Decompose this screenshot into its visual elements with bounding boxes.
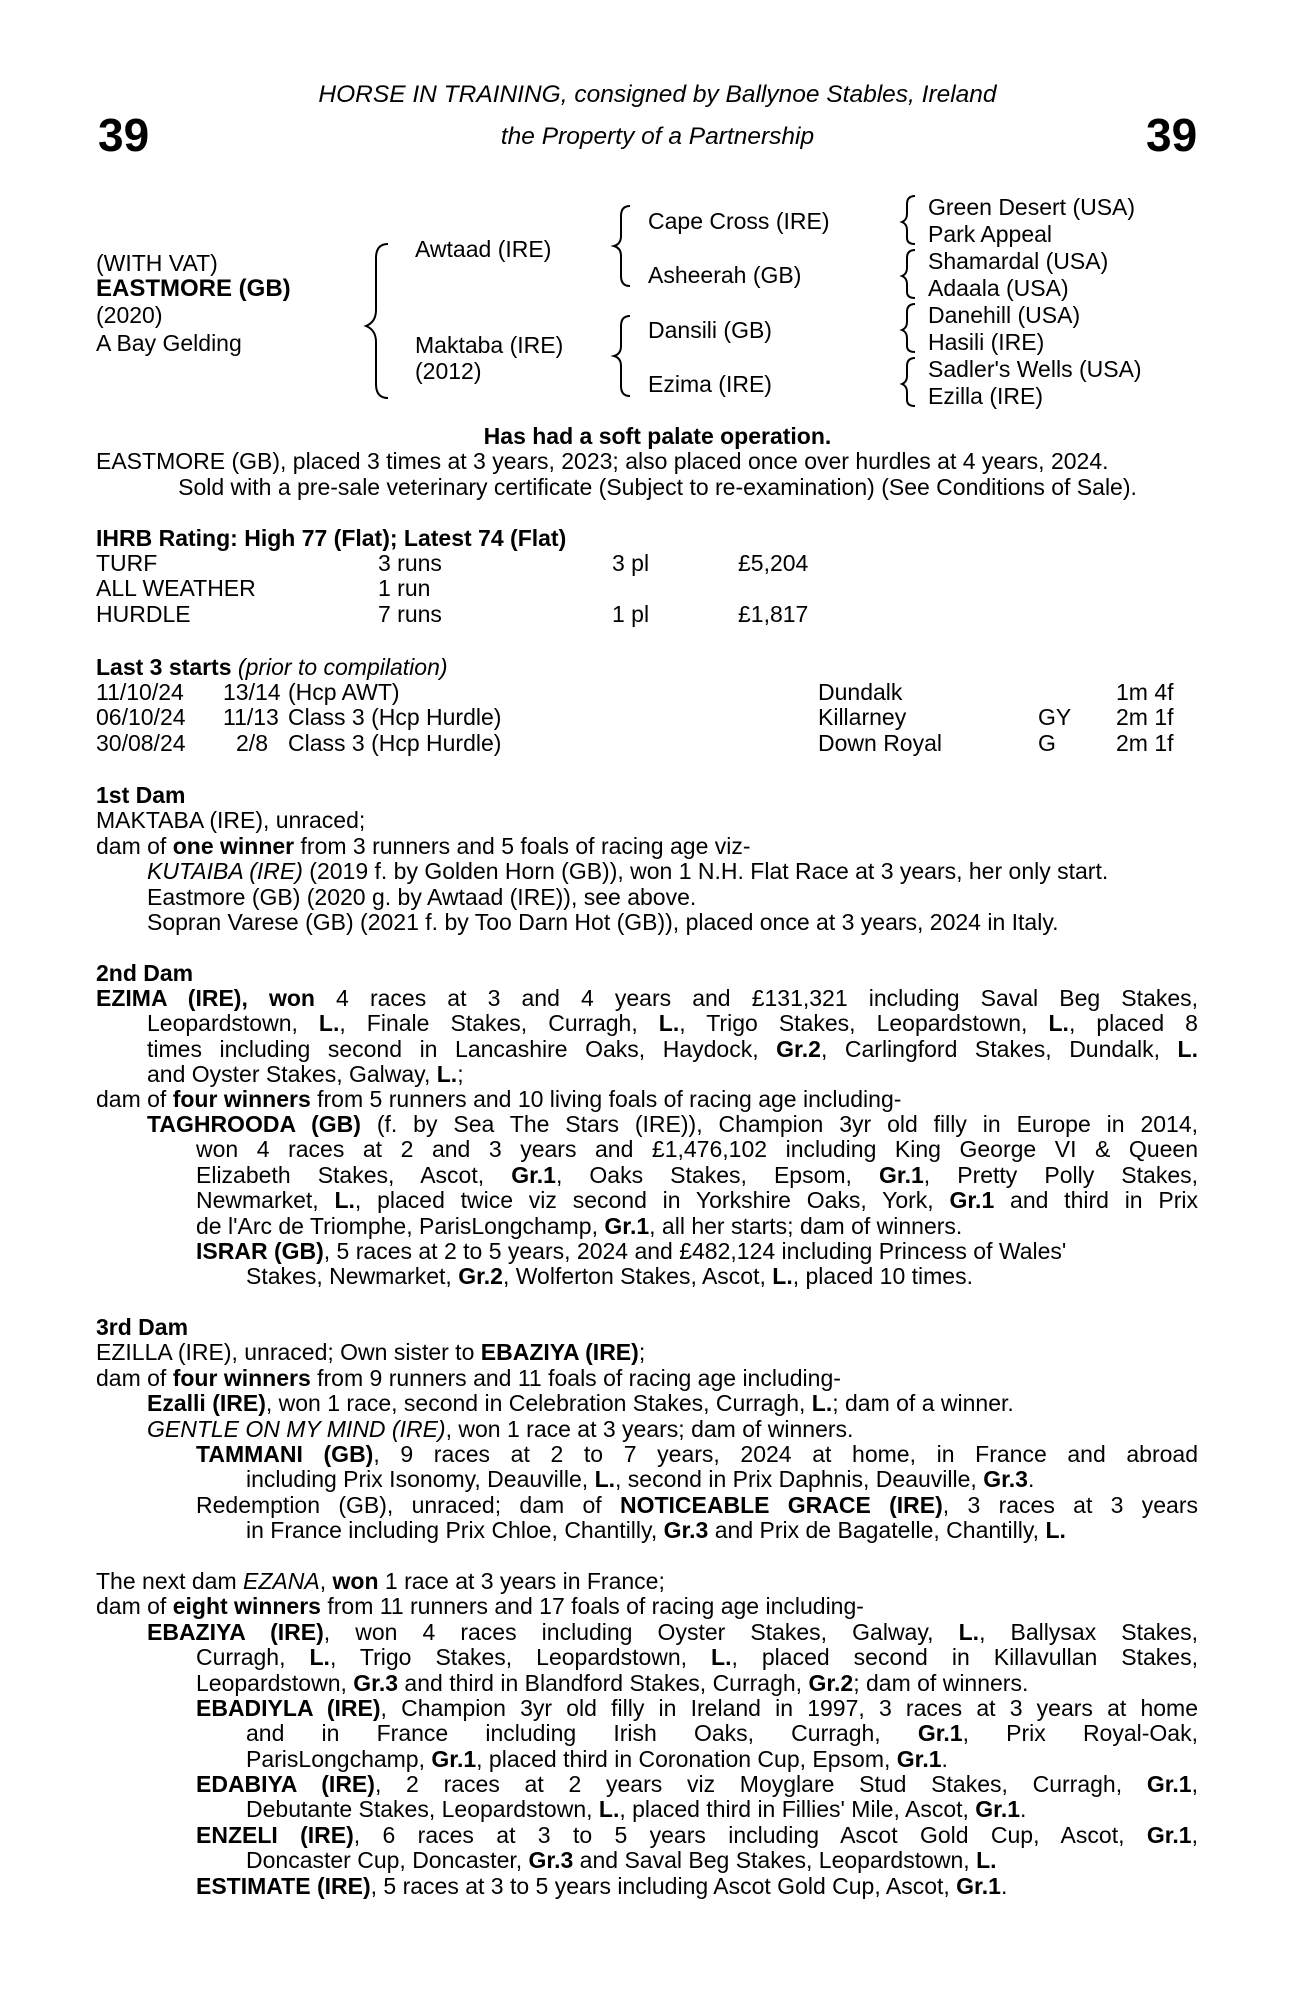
start-position: 13/14 (223, 679, 281, 705)
start-distance: 1m 4f (1116, 679, 1174, 705)
second-dam-produce: dam of four winners from 5 runners and 10 living foals of racing age including- (96, 1086, 902, 1112)
pedigree-g5: Danehill (USA) (928, 302, 1081, 328)
second-dam-israr: ISRAR (GB), 5 races at 2 to 5 years, 2024 and £482,124 including Princess of Wales' (196, 1238, 1067, 1264)
start-course: Dundalk (818, 679, 903, 705)
third-dam-ezalli: Ezalli (IRE), won 1 race, second in Celebration Stakes, Curragh, L.; dam of a winner. (147, 1390, 1014, 1416)
start-distance: 2m 1f (1116, 704, 1174, 730)
ratings-surface: TURF (96, 550, 158, 576)
start-position: 2/8 (236, 730, 268, 756)
third-dam-line: EZILLA (IRE), unraced; Own sister to EBAZIYA (IRE); (96, 1339, 646, 1365)
start-position: 11/13 (223, 704, 279, 730)
first-dam-produce: dam of one winner from 3 runners and 5 foals of racing age viz- (96, 833, 751, 859)
ratings-surface: HURDLE (96, 601, 191, 627)
third-dam-tammani: TAMMANI (GB), 9 races at 2 to 7 years, 2024 at home, in France and abroad (196, 1441, 1198, 1467)
vet-note: Sold with a pre-sale veterinary certificate (Subject to re-examination) (See Conditions of Sale). (178, 474, 1137, 500)
lot-number-right: 39 (1146, 109, 1198, 161)
horse-name: EASTMORE (GB) (96, 275, 291, 302)
soft-palate-note: Has had a soft palate operation. (483, 423, 832, 449)
pedigree-g7: Sadler's Wells (USA) (928, 356, 1142, 382)
next-dam-produce: dam of eight winners from 11 runners and 17 foals of racing age including- (96, 1593, 864, 1619)
next-dam-ebadiyla: EBADIYLA (IRE), Champion 3yr old filly in Ireland in 1997, 3 races at 3 years at home (196, 1695, 1198, 1721)
next-dam-edabiya-cont: Debutante Stakes, Leopardstown, L., placed third in Fillies' Mile, Ascot, Gr.1. (246, 1796, 1027, 1822)
second-dam-taghrooda: TAGHROODA (GB) (f. by Sea The Stars (IRE)), Champion 3yr old filly in Europe in 2014, (147, 1111, 1199, 1137)
header-property: the Property of a Partnership (500, 123, 815, 150)
third-dam-redemption: Redemption (GB), unraced; dam of NOTICEABLE GRACE (IRE), 3 races at 3 years (196, 1492, 1198, 1518)
start-distance: 2m 1f (1116, 730, 1174, 756)
pedigree-dam: Maktaba (IRE) (415, 332, 564, 358)
start-going: G (1038, 730, 1056, 756)
next-dam-enzeli-cont: Doncaster Cup, Doncaster, Gr.3 and Saval Beg Stakes, Leopardstown, L. (246, 1847, 997, 1873)
start-date: 11/10/24 (96, 679, 184, 705)
third-dam-gentle: GENTLE ON MY MIND (IRE), won 1 race at 3 years; dam of winners. (147, 1416, 854, 1442)
pedigree-dam-dam: Ezima (IRE) (648, 371, 772, 397)
ratings-surface: ALL WEATHER (96, 575, 256, 601)
next-dam-ebaziya: EBAZIYA (IRE), won 4 races including Oyster Stakes, Galway, L., Ballysax Stakes, (147, 1619, 1198, 1645)
pedigree-g6: Hasili (IRE) (928, 329, 1045, 355)
start-course: Down Royal (818, 730, 942, 756)
first-dam-foal: Eastmore (GB) (2020 g. by Awtaad (IRE)), see above. (147, 884, 697, 910)
ratings-placed: 1 pl (612, 601, 650, 627)
pedigree-g2: Park Appeal (928, 221, 1053, 247)
start-race: (Hcp AWT) (288, 679, 400, 705)
second-dam-ezima: EZIMA (IRE), won 4 races at 3 and 4 years and £131,321 including Saval Beg Stakes, (96, 985, 1198, 1011)
third-dam-tammani-cont: including Prix Isonomy, Deauville, L., second in Prix Daphnis, Deauville, Gr.3. (246, 1466, 1035, 1492)
vat-note: (WITH VAT) (96, 250, 218, 276)
last-starts-heading (96, 655, 448, 681)
first-dam-line: MAKTABA (IRE), unraced; (96, 807, 366, 833)
lot-number-left: 39 (98, 109, 150, 161)
next-dam-line: The next dam EZANA, won 1 race at 3 years in France; (96, 1568, 665, 1594)
ratings-runs: 1 run (378, 575, 431, 601)
pedigree-sire: Awtaad (IRE) (415, 236, 552, 262)
start-date: 30/08/24 (96, 730, 186, 756)
pedigree-g8: Ezilla (IRE) (928, 383, 1044, 409)
first-dam-foal: KUTAIBA (IRE) (2019 f. by Golden Horn (GB)), won 1 N.H. Flat Race at 3 years, her only start. (147, 858, 1109, 884)
second-dam-ezima-cont: Leopardstown, L., Finale Stakes, Curragh, L., Trigo Stakes, Leopardstown, L., placed 8 times including second in Lancashire Oaks, Haydock, Gr.2, Carlingford Stakes, Dundalk, L. and Oyster Stakes, Galway, L.; (147, 1010, 1198, 1087)
pedigree-dam-year: (2012) (415, 358, 482, 384)
start-date: 06/10/24 (96, 704, 186, 730)
pedigree-g3: Shamardal (USA) (928, 248, 1109, 274)
pedigree-g4: Adaala (USA) (928, 275, 1069, 301)
ratings-earnings: £5,204 (738, 550, 809, 576)
second-dam-israr-cont: Stakes, Newmarket, Gr.2, Wolferton Stakes, Ascot, L., placed 10 times. (246, 1263, 973, 1289)
start-course: Killarney (818, 704, 907, 730)
header-consignor: HORSE IN TRAINING, consigned by Ballynoe Stables, Ireland (318, 81, 997, 108)
ratings-earnings: £1,817 (738, 601, 809, 627)
horse-year: (2020) (96, 302, 163, 328)
next-dam-edabiya: EDABIYA (IRE), 2 races at 2 years viz Moyglare Stud Stakes, Curragh, Gr.1, (196, 1771, 1198, 1797)
summary-note: EASTMORE (GB), placed 3 times at 3 years, 2023; also placed once over hurdles at 4 years, 2024. (96, 448, 1109, 474)
last-starts-title: Last 3 starts (96, 654, 232, 680)
first-dam-foal: Sopran Varese (GB) (2021 f. by Too Darn Hot (GB)), placed once at 3 years, 2024 in Italy. (147, 909, 1059, 935)
pedigree-g1: Green Desert (USA) (928, 194, 1136, 220)
start-going: GY (1038, 704, 1072, 730)
second-dam-title: 2nd Dam (96, 960, 194, 986)
first-dam-title: 1st Dam (96, 782, 186, 808)
pedigree-sire-sire: Cape Cross (IRE) (648, 208, 830, 234)
start-race: Class 3 (Hcp Hurdle) (288, 704, 502, 730)
ratings-runs: 3 runs (378, 550, 442, 576)
pedigree-dam-sire: Dansili (GB) (648, 317, 772, 343)
next-dam-enzeli: ENZELI (IRE), 6 races at 3 to 5 years including Ascot Gold Cup, Ascot, Gr.1, (196, 1822, 1198, 1848)
start-race: Class 3 (Hcp Hurdle) (288, 730, 502, 756)
third-dam-produce: dam of four winners from 9 runners and 11 foals of racing age including- (96, 1365, 841, 1391)
ratings-runs: 7 runs (378, 601, 442, 627)
next-dam-estimate: ESTIMATE (IRE), 5 races at 3 to 5 years including Ascot Gold Cup, Ascot, Gr.1. (196, 1873, 1008, 1899)
horse-description: A Bay Gelding (96, 330, 242, 356)
ratings-placed: 3 pl (612, 550, 650, 576)
third-dam-title: 3rd Dam (96, 1314, 189, 1340)
second-dam-taghrooda-cont: won 4 races at 2 and 3 years and £1,476,102 including King George VI & Queen Elizabeth Stakes, Ascot, Gr.1, Oaks Stakes, Epsom, Gr.1, Pretty Polly Stakes, Newmarket, L., placed twice viz second in Yorkshire Oaks, York, Gr.1 and third in Prix de l'Arc de Triomphe, ParisLongchamp, Gr.1, all her starts; dam of winners. (196, 1136, 1198, 1239)
last-starts-subtitle: (prior to compilation) (237, 654, 448, 680)
ratings-title: IHRB Rating: High 77 (Flat); Latest 74 (Flat) (96, 525, 567, 551)
next-dam-ebaziya-cont: Curragh, L., Trigo Stakes, Leopardstown, L., placed second in Killavullan Stakes, Leopardstown, Gr.3 and third in Blandford Stakes, Curragh, Gr.2; dam of winners. (196, 1644, 1198, 1696)
pedigree-sire-dam: Asheerah (GB) (648, 262, 802, 288)
third-dam-redemption-cont: in France including Prix Chloe, Chantilly, Gr.3 and Prix de Bagatelle, Chantilly, L. (246, 1517, 1066, 1543)
next-dam-ebadiyla-cont: and in France including Irish Oaks, Curragh, Gr.1, Prix Royal-Oak, ParisLongchamp, Gr.1, placed third in Coronation Cup, Epsom, Gr.1. (246, 1720, 1198, 1772)
